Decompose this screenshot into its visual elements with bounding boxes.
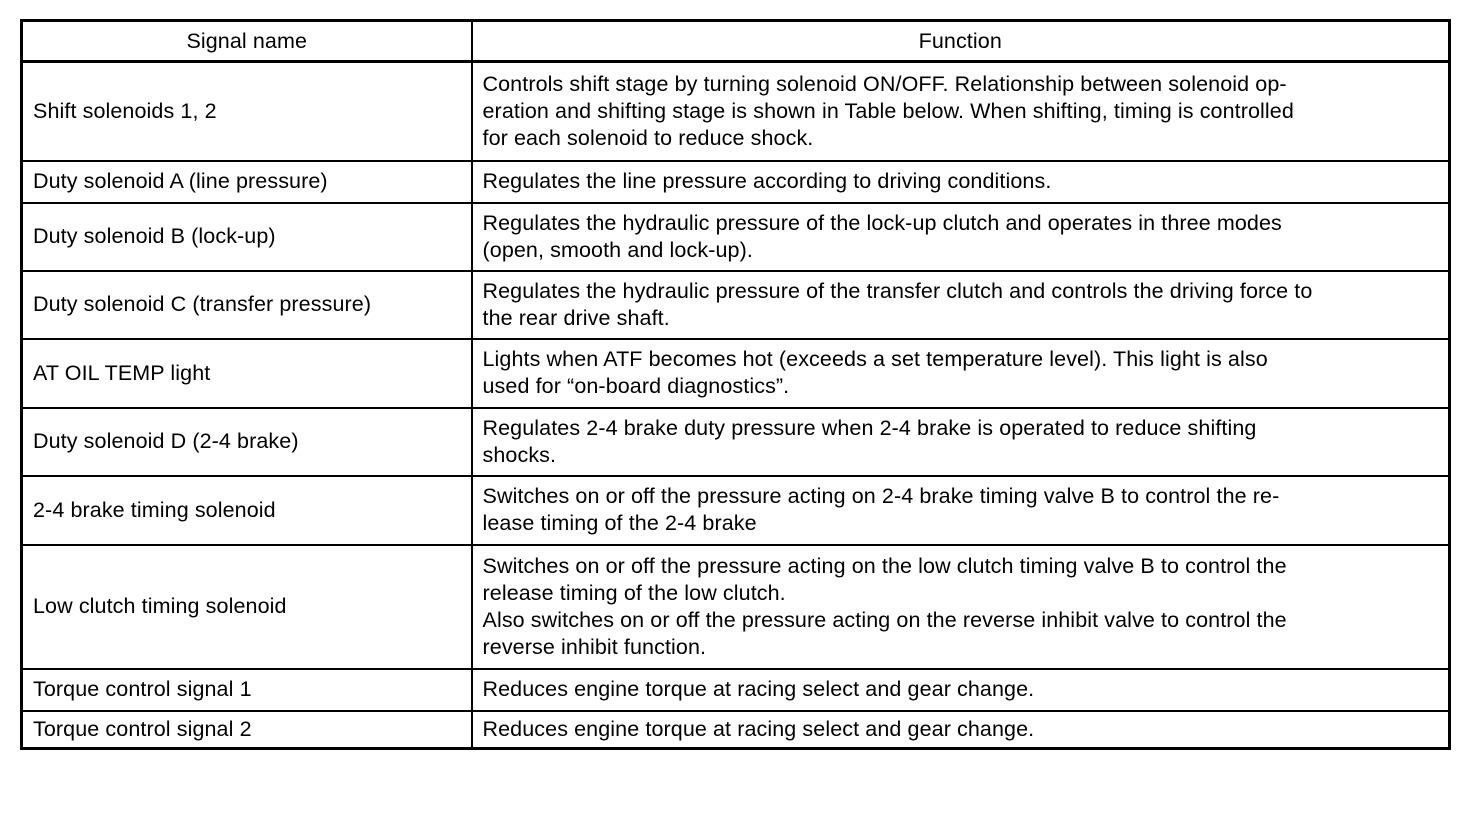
table-row bbox=[22, 203, 1450, 271]
table-row bbox=[22, 339, 1450, 408]
table-row bbox=[22, 669, 1450, 711]
signal-name-cell: Shift solenoids 1, 2 bbox=[22, 62, 472, 161]
signal-name-cell: Duty solenoid B (lock-up) bbox=[22, 203, 472, 271]
function-text-line: Switches on or off the pressure acting on the low clutch timing valve B to control the bbox=[482, 553, 1287, 578]
table-row bbox=[22, 62, 1450, 161]
function-text-line: Switches on or off the pressure acting on 2-4 brake timing valve B to control the re- bbox=[482, 484, 1280, 508]
header-signal-name: Signal name bbox=[22, 21, 472, 62]
function-text-line: Reduces engine torque at racing select and gear change. bbox=[482, 677, 1035, 701]
signal-function-table bbox=[20, 19, 1451, 750]
function-cell bbox=[472, 161, 1450, 203]
function-cell bbox=[472, 669, 1450, 711]
table-body bbox=[22, 62, 1450, 749]
function-text-line: shocks. bbox=[482, 442, 557, 467]
signal-name-cell: Duty solenoid C (transfer pressure) bbox=[22, 271, 472, 339]
header-row bbox=[22, 21, 1450, 62]
table-row bbox=[22, 545, 1450, 669]
table-row bbox=[22, 271, 1450, 339]
function-cell bbox=[472, 408, 1450, 476]
function-text-line: release timing of the low clutch. bbox=[482, 580, 786, 605]
function-cell bbox=[472, 476, 1450, 545]
header-function: Function bbox=[472, 21, 1450, 62]
signal-name-cell: Duty solenoid D (2-4 brake) bbox=[22, 408, 472, 476]
function-text-line: Regulates the hydraulic pressure of the transfer clutch and controls the driving force to bbox=[482, 278, 1313, 303]
function-cell bbox=[472, 271, 1450, 339]
signal-name-cell: Torque control signal 2 bbox=[22, 711, 472, 749]
table-row bbox=[22, 161, 1450, 203]
function-cell bbox=[472, 339, 1450, 408]
signal-name-cell: Torque control signal 1 bbox=[22, 669, 472, 711]
function-text-line: used for “on-board diagnostics”. bbox=[482, 374, 790, 398]
function-text-line: lease timing of the 2-4 brake bbox=[482, 511, 757, 535]
function-text-line: Reduces engine torque at racing select and gear change. bbox=[482, 716, 1035, 741]
function-cell bbox=[472, 711, 1450, 749]
table-row bbox=[22, 408, 1450, 476]
function-text-line: reverse inhibit function. bbox=[482, 634, 707, 659]
function-text-line: Lights when ATF becomes hot (exceeds a set temperature level). This light is also bbox=[482, 347, 1268, 371]
signal-name-cell: AT OIL TEMP light bbox=[22, 339, 472, 408]
function-text-line: eration and shifting stage is shown in Table below. When shifting, timing is controlled bbox=[482, 98, 1294, 123]
function-cell bbox=[472, 545, 1450, 669]
function-cell bbox=[472, 203, 1450, 271]
signal-name-cell: 2-4 brake timing solenoid bbox=[22, 476, 472, 545]
function-text-line: (open, smooth and lock-up). bbox=[482, 237, 753, 262]
function-cell bbox=[472, 62, 1450, 161]
table-header bbox=[22, 21, 1450, 62]
function-text-line: Controls shift stage by turning solenoid ON/OFF. Relationship between solenoid op- bbox=[482, 71, 1287, 96]
table-row bbox=[22, 711, 1450, 749]
function-text-line: Also switches on or off the pressure acting on the reverse inhibit valve to control the bbox=[482, 607, 1287, 632]
function-text-line: the rear drive shaft. bbox=[482, 305, 670, 330]
signal-name-cell: Low clutch timing solenoid bbox=[22, 545, 472, 669]
function-text-line: Regulates 2-4 brake duty pressure when 2-4 brake is operated to reduce shifting bbox=[482, 415, 1257, 440]
function-text-line: for each solenoid to reduce shock. bbox=[482, 125, 814, 150]
function-text-line: Regulates the hydraulic pressure of the lock-up clutch and operates in three modes bbox=[482, 210, 1282, 235]
signal-name-cell: Duty solenoid A (line pressure) bbox=[22, 161, 472, 203]
function-text-line: Regulates the line pressure according to driving conditions. bbox=[482, 169, 1052, 193]
table-row bbox=[22, 476, 1450, 545]
